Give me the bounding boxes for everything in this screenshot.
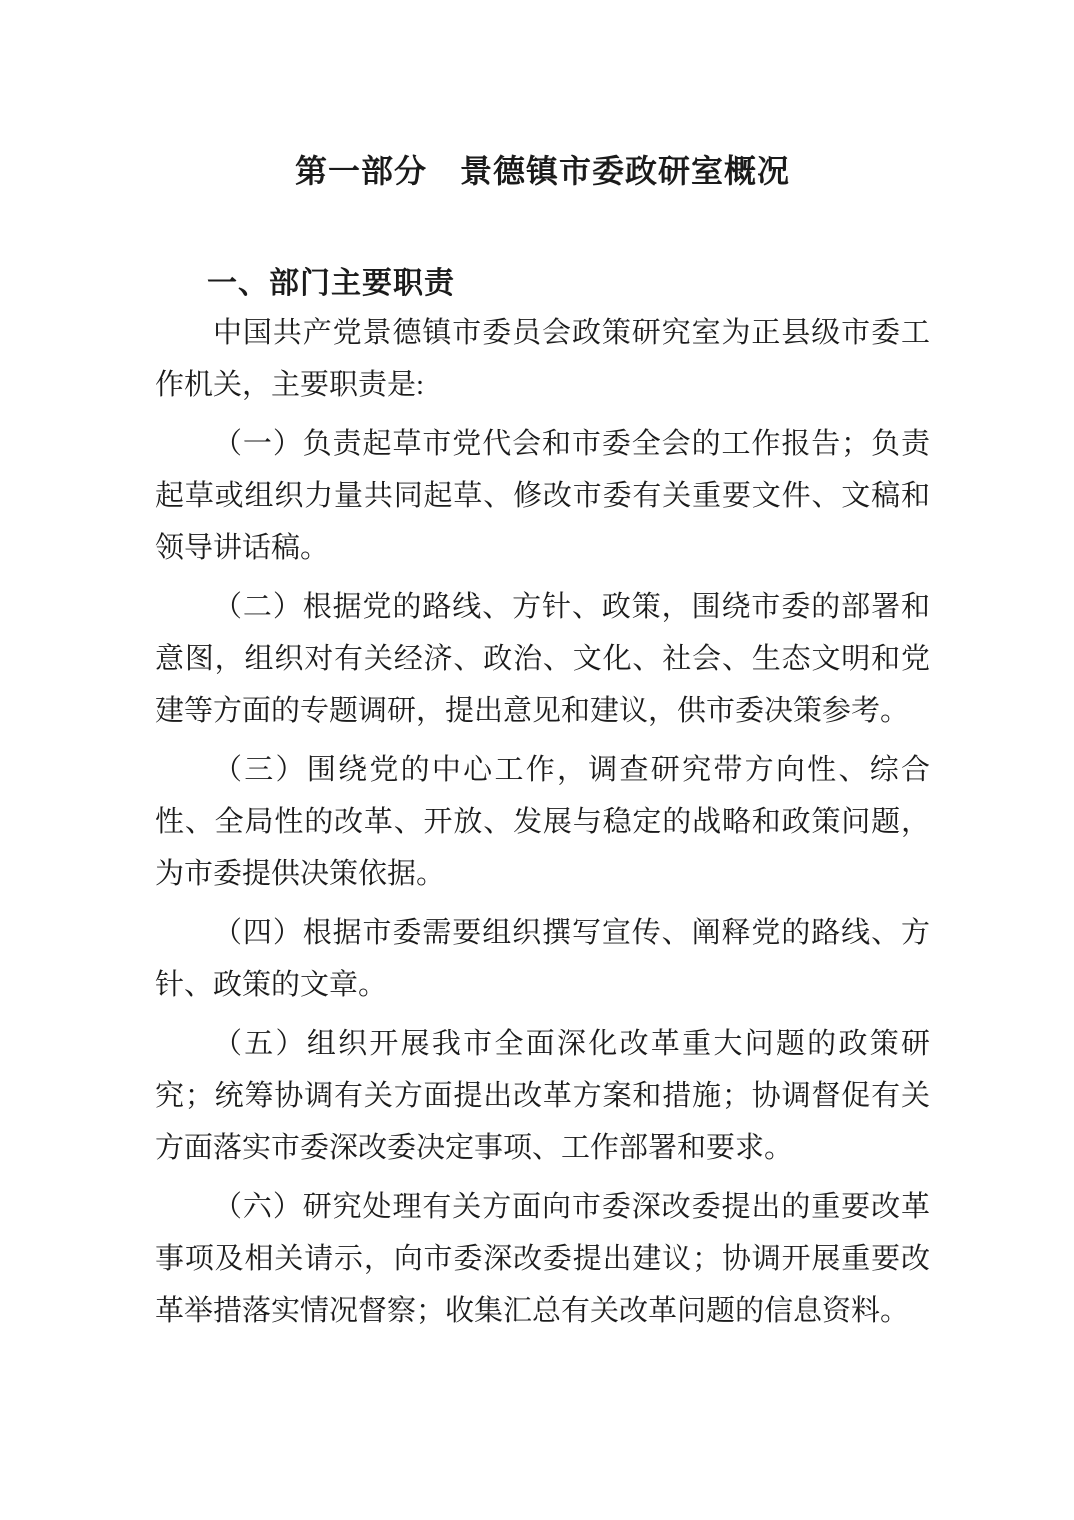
document-title: 第一部分 景德镇市委政研室概况 [294,153,790,189]
paragraph-duty-2: （二）根据党的路线、方针、政策，围绕市委的部署和意图，组织对有关经济、政治、文化、社会、生态文明和党建等方面的专题调研，提出意见和建议，供市委决策参考。 [155,591,930,727]
paragraph-duty-6: （六）研究处理有关方面向市委深改委提出的重要改革事项及相关请示，向市委深改委提出建议；协调开展重要改革举措落实情况督察；收集汇总有关改革问题的信息资料。 [155,1191,930,1327]
paragraph-duty-1: （一）负责起草市党代会和市委全会的工作报告；负责起草或组织力量共同起草、修改市委有关重要文件、文稿和领导讲话稿。 [155,428,930,564]
paragraph-intro: 中国共产党景德镇市委员会政策研究室为正县级市委工作机关，主要职责是: [155,317,930,401]
paragraph-duty-5: （五）组织开展我市全面深化改革重大问题的政策研究；统筹协调有关方面提出改革方案和措施；协调督促有关方面落实市委深改委决定事项、工作部署和要求。 [155,1028,930,1164]
document-content [155,150,930,1344]
body-text [155,307,930,1337]
paragraph-duty-3: （三）围绕党的中心工作，调查研究带方向性、综合性、全局性的改革、开放、发展与稳定的战略和政策问题，为市委提供决策依据。 [155,754,930,890]
paragraph-duty-4: （四）根据市委需要组织撰写宣传、阐释党的路线、方针、政策的文章。 [155,917,930,1001]
section-heading: 一、部门主要职责 [207,267,455,300]
